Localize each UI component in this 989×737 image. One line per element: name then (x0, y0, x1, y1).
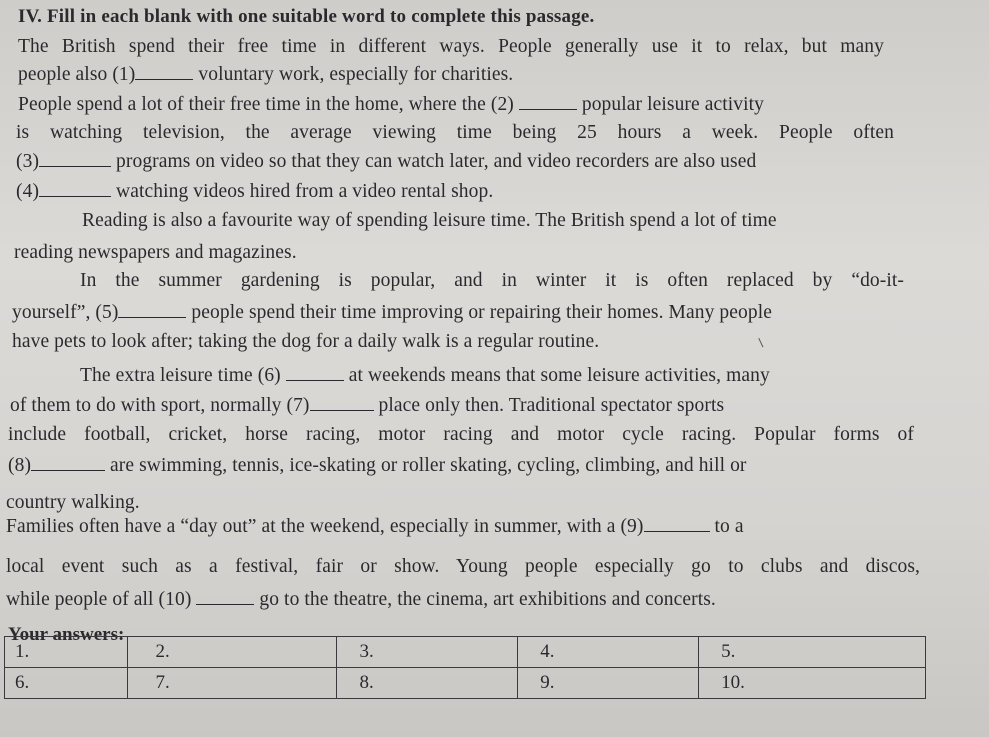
passage-line-11: have pets to look after; taking the dog for a daily walk is a regular routine. (12, 331, 600, 352)
blank-2[interactable] (519, 95, 577, 110)
answer-table (4, 636, 926, 699)
answers-label: Your answers: (8, 624, 125, 645)
passage-line-12: The extra leisure time (6) at weekends means that some leisure activities, many (80, 365, 770, 386)
blank-3[interactable] (39, 152, 111, 167)
answer-cell-1[interactable]: 1. (5, 637, 128, 668)
answer-cell-3[interactable]: 3. (337, 637, 518, 668)
passage-line-10: yourself”, (5) people spend their time improving or repairing their homes. Many people (12, 302, 773, 323)
passage-line-17: Families often have a “day out” at the weekend, especially in summer, with a (9) to a (6, 516, 744, 537)
passage-line-18: local event such as a festival, fair or show. Young people especially go to clubs and discos, (6, 556, 920, 577)
passage-line-3: People spend a lot of their free time in the home, where the (2) popular leisure activity (18, 94, 765, 115)
passage-line-6: (4) watching videos hired from a video rental shop. (16, 181, 494, 202)
blank-5[interactable] (118, 303, 186, 318)
answer-cell-10[interactable]: 10. (699, 668, 926, 699)
passage-line-14: include football, cricket, horse racing, motor racing and motor cycle racing. Popular forms of (8, 424, 914, 445)
blank-7[interactable] (310, 396, 374, 411)
passage-line-15: (8) are swimming, tennis, ice-skating or roller skating, cycling, climbing, and hill or (8, 455, 747, 476)
answer-cell-6[interactable]: 6. (5, 668, 128, 699)
answer-row-1 (5, 637, 926, 668)
passage-line-2: people also (1) voluntary work, especially for charities. (18, 64, 514, 85)
answer-cell-9[interactable]: 9. (518, 668, 699, 699)
blank-4[interactable] (39, 182, 111, 197)
blank-6[interactable] (286, 366, 344, 381)
passage-line-4: is watching television, the average viewing time being 25 hours a week. People often (16, 122, 894, 143)
answer-cell-4[interactable]: 4. (518, 637, 699, 668)
blank-1[interactable] (135, 65, 193, 80)
answer-cell-7[interactable]: 7. (127, 668, 337, 699)
passage-line-9: In the summer gardening is popular, and in winter it is often replaced by “do-it- (80, 270, 904, 291)
passage-line-5: (3) programs on video so that they can watch later, and video recorders are also used (16, 151, 757, 172)
exercise-heading: IV. Fill in each blank with one suitable word to complete this passage. (18, 6, 595, 27)
passage-line-19: while people of all (10) go to the theatre, the cinema, art exhibitions and concerts. (6, 589, 716, 610)
pencil-mark (758, 335, 770, 348)
passage-line-16: country walking. (6, 492, 140, 513)
passage-line-1: The British spend their free time in different ways. People generally use it to relax, but many (18, 36, 884, 57)
blank-10[interactable] (196, 590, 254, 605)
passage-line-13: of them to do with sport, normally (7) place only then. Traditional spectator sports (10, 395, 725, 416)
answer-cell-5[interactable]: 5. (699, 637, 926, 668)
blank-8[interactable] (31, 456, 105, 471)
answer-cell-2[interactable]: 2. (127, 637, 337, 668)
passage-line-7: Reading is also a favourite way of spending leisure time. The British spend a lot of time (82, 210, 777, 231)
passage-line-8: reading newspapers and magazines. (14, 242, 297, 263)
answer-row-2 (5, 668, 926, 699)
answer-cell-8[interactable]: 8. (337, 668, 518, 699)
blank-9[interactable] (644, 517, 710, 532)
